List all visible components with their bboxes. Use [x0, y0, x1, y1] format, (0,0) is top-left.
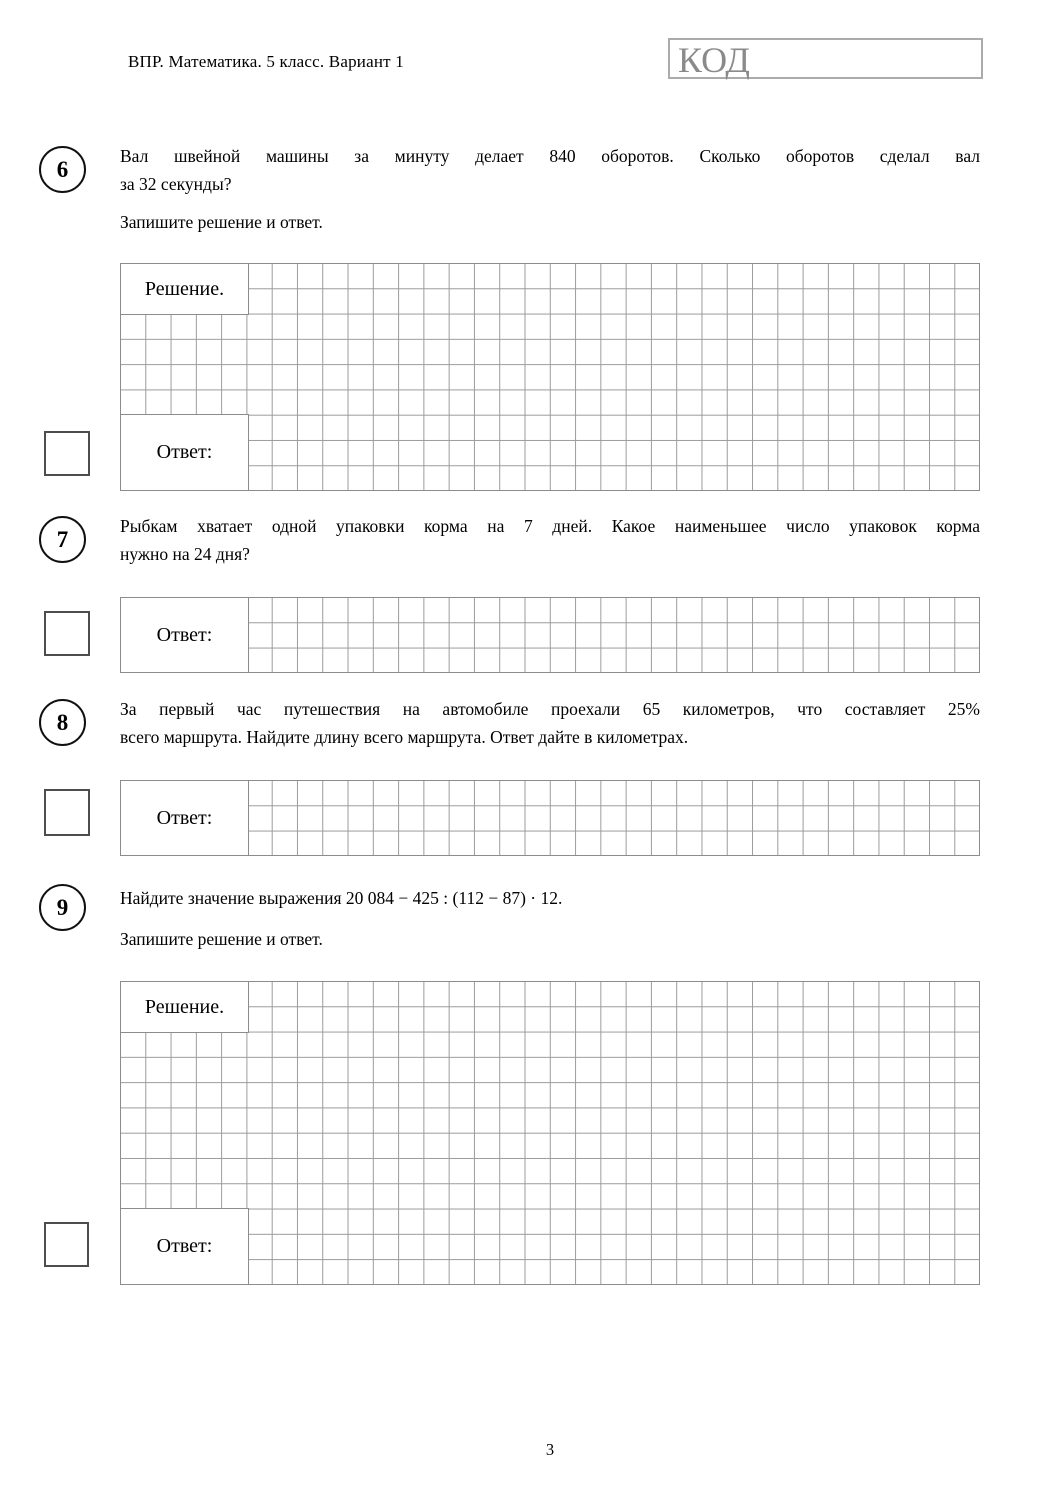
question-7-text-line2: нужно на 24 дня? [120, 544, 250, 564]
code-field[interactable] [668, 38, 983, 79]
solution-label: Решение. [144, 995, 225, 1018]
code-field-label: КОД [678, 40, 750, 80]
question-9-answer-label-box [120, 1208, 249, 1285]
question-9-number-badge [39, 884, 86, 931]
question-9-text-line1: Найдите значение выражения 20 084 − 425 : (112 − 87) · 12. [120, 888, 563, 908]
question-9-number: 9 [56, 894, 69, 920]
question-6-answer-label-box [120, 414, 249, 491]
question-9-score-box[interactable] [44, 1222, 89, 1267]
question-6-number: 6 [56, 156, 69, 182]
answer-label: Ответ: [156, 1235, 213, 1257]
question-7-text-line1: Рыбкам хватает одной упаковки корма на 7 дней. Какое наименьшее число упаковок корма [120, 516, 980, 536]
question-7-score-box[interactable] [44, 611, 90, 656]
question-8-answer-label-box [120, 780, 249, 856]
solution-label: Решение. [144, 277, 225, 300]
question-8-answer-grid[interactable] [120, 780, 980, 856]
question-7-answer-label-box [120, 597, 249, 673]
question-9-text [120, 884, 980, 912]
question-9-write-prompt: Запишите решение и ответ. [120, 929, 323, 949]
question-8-text-line2: всего маршрута. Найдите длину всего маршрута. Ответ дайте в километрах. [120, 727, 689, 747]
question-8-text-line1: За первый час путешествия на автомобиле проехали 65 километров, что составляет 25% [120, 699, 980, 719]
question-7-answer-grid[interactable] [120, 597, 980, 673]
question-6-text-line2: за 32 секунды? [120, 174, 232, 194]
question-7-number: 7 [56, 526, 69, 552]
question-7-text [120, 512, 980, 568]
question-8-number-badge [39, 699, 86, 746]
question-8-text [120, 695, 980, 751]
question-6-text [120, 142, 980, 198]
page-number: 3 [545, 1440, 555, 1459]
question-8-score-box[interactable] [44, 789, 90, 836]
question-9-work-grid[interactable] [120, 981, 980, 1285]
question-6-number-badge [39, 146, 86, 193]
question-8-number: 8 [56, 709, 69, 735]
question-6-solution-label-box [120, 263, 249, 315]
question-9-solution-label-box [120, 981, 249, 1033]
answer-label: Ответ: [156, 623, 213, 646]
question-6-work-grid[interactable] [120, 263, 980, 491]
question-6-text-line1: Вал швейной машины за минуту делает 840 оборотов. Сколько оборотов сделал вал [120, 146, 980, 166]
question-7-number-badge [39, 516, 86, 563]
question-6-write-prompt: Запишите решение и ответ. [120, 212, 323, 232]
answer-label: Ответ: [156, 441, 213, 463]
question-6-score-box[interactable] [44, 431, 90, 476]
answer-label: Ответ: [156, 806, 213, 829]
document-header-title: ВПР. Математика. 5 класс. Вариант 1 [128, 52, 404, 71]
